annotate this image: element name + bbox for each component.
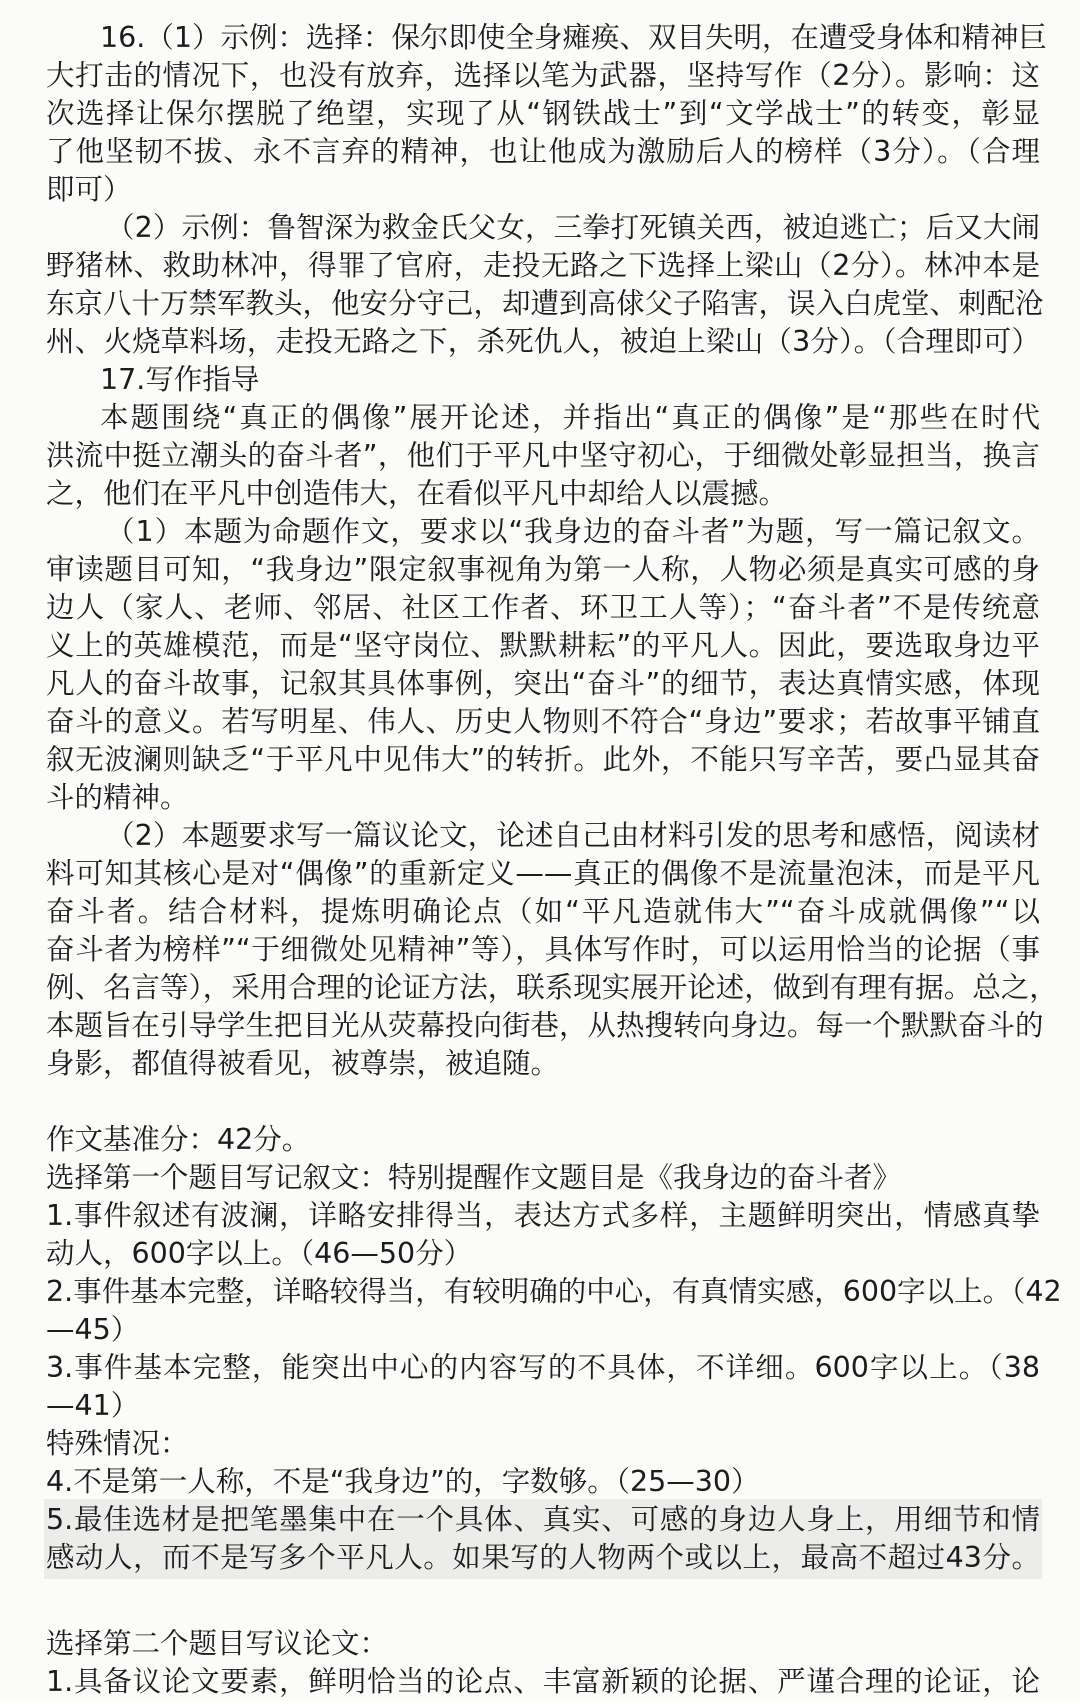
text-line: 16.（1）示例：选择：保尔即使全身瘫痪、双目失明，在遭受身体和精神巨	[100, 21, 1047, 54]
text-line: 义上的英雄模范，而是“坚守岗位、默默耕耘”的平凡人。因此，要选取身边平	[46, 629, 1040, 662]
text-line: 野猪林、救助林冲，得罪了官府，走投无路之下选择上梁山（2分）。林冲本是	[46, 249, 1040, 282]
criteria-item: 3.事件基本完整，能突出中心的内容写的不具体，不详细。600字以上。（38	[46, 1351, 1040, 1384]
text-line: 州、火烧草料场，走投无路之下，杀死仇人，被迫上梁山（3分）。（合理即可）	[46, 325, 1040, 358]
text-line: 斗的精神。	[46, 781, 189, 814]
text-line: （1）本题为命题作文，要求以“我身边的奋斗者”为题，写一篇记叙文。	[106, 515, 1040, 548]
text-line: 大打击的情况下，也没有放弃，选择以笔为武器，坚持写作（2分）。影响：这	[46, 59, 1040, 92]
text-line: 边人（家人、老师、邻居、社区工作者、环卫工人等）；“奋斗者”不是传统意	[46, 591, 1040, 624]
text-line: 本题围绕“真正的偶像”展开论述，并指出“真正的偶像”是“那些在时代	[100, 401, 1040, 434]
narrative-title: 选择第一个题目写记叙文：特别提醒作文题目是《我身边的奋斗者》	[46, 1161, 902, 1194]
q17-part1	[46, 513, 1040, 817]
text-line: 凡人的奋斗故事，记叙其具体事例，突出“奋斗”的细节，表达真情实感，体现	[46, 667, 1040, 700]
text-line: 奋斗的意义。若写明星、伟人、历史人物则不符合“身边”要求；若故事平铺直	[46, 705, 1040, 738]
argument-title: 选择第二个题目写议论文：	[46, 1627, 389, 1660]
text-line: 叙无波澜则缺乏“于平凡中见伟大”的转折。此外，不能只写辛苦，要凸显其奋	[46, 743, 1040, 776]
text-line: 了他坚韧不拔、永不言弃的精神，也让他成为激励后人的榜样（3分）。（合理	[46, 135, 1040, 168]
text-line: 即可）	[46, 173, 132, 206]
text-line: 之，他们在平凡中创造伟大，在看似平凡中却给人以震撼。	[46, 477, 788, 510]
spacer	[46, 1577, 1040, 1625]
q16-part2	[46, 209, 1044, 361]
highlighted-criteria	[46, 1501, 1040, 1577]
answer-document	[46, 19, 1062, 1701]
text-line: 审读题目可知，“我身边”限定叙事视角为第一人称，人物必须是真实可感的身	[46, 553, 1040, 586]
text-line: 洪流中挺立潮头的奋斗者”，他们于平凡中坚守初心，于细微处彰显担当，换言	[46, 439, 1040, 472]
text-line: （2）示例：鲁智深为救金氏父女，三拳打死镇关西，被迫逃亡；后又大闹	[106, 211, 1040, 244]
text-line: 本题旨在引导学生把目光从荧幕投向街巷，从热搜转向身边。每一个默默奋斗的	[46, 1009, 1044, 1042]
special-title: 特殊情况：	[46, 1427, 189, 1460]
base-score: 作文基准分：42分。	[46, 1123, 311, 1156]
text-line: 奋斗者为榜样”“于细微处见精神”等），具体写作时，可以运用恰当的论据（事	[46, 933, 1040, 966]
criteria-item: 动人，600字以上。（46—50分）	[46, 1237, 473, 1270]
q17-part2	[46, 817, 1058, 1083]
criteria-item: 1.具备议论文要素，鲜明恰当的论点、丰富新颖的论据、严谨合理的论证，论	[46, 1665, 1040, 1698]
q17-intro	[46, 399, 1040, 513]
text-line: 奋斗者。结合材料，提炼明确论点（如“平凡造就伟大”“奋斗成就偶像”“以	[46, 895, 1040, 928]
text-line: 次选择让保尔摆脱了绝望，实现了从“钢铁战士”到“文学战士”的转变，彰显	[46, 97, 1040, 130]
text-line: 身影，都值得被看见，被尊崇，被追随。	[46, 1047, 560, 1080]
criteria-item: —41）	[46, 1389, 140, 1422]
criteria-item: 5.最佳选材是把笔墨集中在一个具体、真实、可感的身边人身上，用细节和情	[46, 1503, 1040, 1536]
text-line: 料可知其核心是对“偶像”的重新定义——真正的偶像不是流量泡沫，而是平凡	[46, 857, 1040, 890]
criteria-item: 4.不是第一人称，不是“我身边”的，字数够。（25—30）	[46, 1465, 760, 1498]
spacer	[46, 1083, 1040, 1121]
q16-part1	[46, 19, 1047, 209]
q17-heading: 17.写作指导	[100, 363, 260, 396]
criteria-item: —45）	[46, 1313, 140, 1346]
criteria-item: 1.事件叙述有波澜，详略安排得当，表达方式多样，主题鲜明突出，情感真挚	[46, 1199, 1040, 1232]
scoring-criteria	[46, 1121, 1062, 1701]
text-line: 例、名言等），采用合理的论证方法，联系现实展开论述，做到有理有据。总之，	[46, 971, 1058, 1004]
criteria-item: 感动人，而不是写多个平凡人。如果写的人物两个或以上，最高不超过43分。	[46, 1541, 1040, 1574]
text-line: 东京八十万禁军教头，他安分守己，却遭到高俅父子陷害，误入白虎堂、刺配沧	[46, 287, 1044, 320]
criteria-item: 2.事件基本完整，详略较得当，有较明确的中心，有真情实感，600字以上。（42	[46, 1275, 1062, 1308]
text-line: （2）本题要求写一篇议论文，论述自己由材料引发的思考和感悟，阅读材	[106, 819, 1040, 852]
